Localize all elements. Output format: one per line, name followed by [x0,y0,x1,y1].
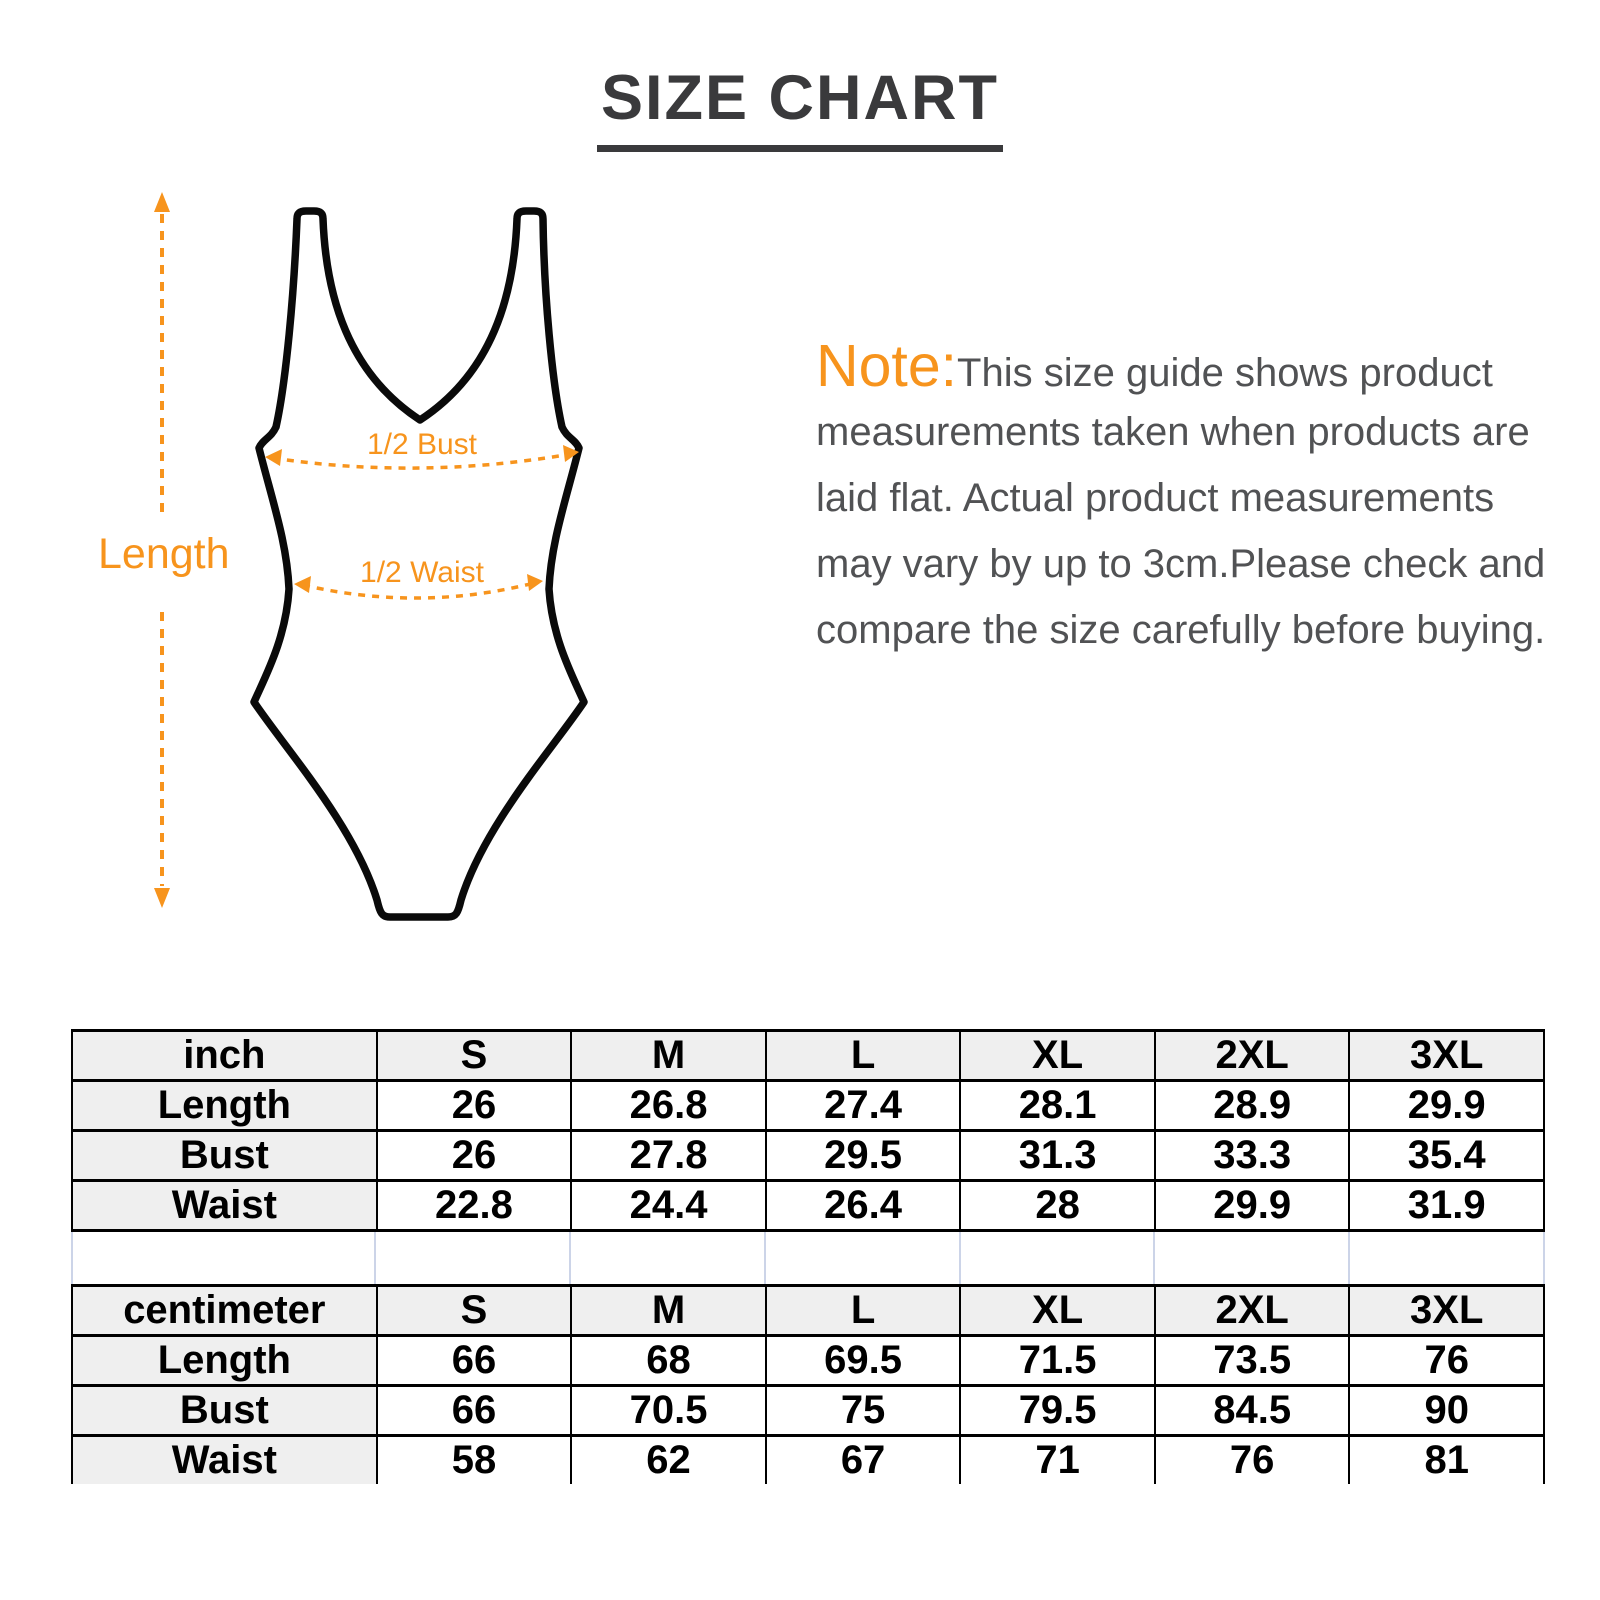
measure-value-cell: 79.5 [960,1386,1155,1436]
measure-value-cell: 76 [1155,1436,1350,1485]
measure-value-cell: 31.3 [960,1131,1155,1181]
bust-label: 1/2 Bust [366,428,478,461]
table-row [72,1336,1544,1386]
measure-value-cell: 28 [960,1181,1155,1231]
measure-value-cell: 35.4 [1349,1131,1544,1181]
table-header-row [72,1286,1544,1336]
size-header-cell: L [766,1286,961,1336]
note-line [816,333,1536,399]
measure-value-cell: 69.5 [766,1336,961,1386]
waist-label: 1/2 Waist [360,556,484,589]
measure-value-cell: 67 [766,1436,961,1485]
measure-value-cell: 22.8 [377,1181,572,1231]
size-header-cell: 2XL [1155,1286,1350,1336]
table-row [72,1131,1544,1181]
measure-label-cell: Bust [72,1131,377,1181]
length-label: Length [98,530,230,578]
measure-value-cell: 31.9 [1349,1181,1544,1231]
size-header-cell: XL [960,1286,1155,1336]
centimeter-size-table [71,1284,1545,1484]
table-spacer-row [71,1232,1545,1284]
measure-value-cell: 28.9 [1155,1081,1350,1131]
measure-value-cell: 73.5 [1155,1336,1350,1386]
measure-value-cell: 62 [571,1436,766,1485]
spacer-cell [571,1232,766,1284]
measure-value-cell: 71.5 [960,1336,1155,1386]
measure-value-cell: 26 [377,1081,572,1131]
table-row [72,1386,1544,1436]
measure-value-cell: 29.5 [766,1131,961,1181]
measure-value-cell: 84.5 [1155,1386,1350,1436]
swimsuit-measurement-diagram [60,170,760,980]
measure-value-cell: 71 [960,1436,1155,1485]
header [0,62,1600,152]
measure-value-cell: 27.8 [571,1131,766,1181]
measure-value-cell: 75 [766,1386,961,1436]
measure-value-cell: 58 [377,1436,572,1485]
measure-value-cell: 66 [377,1336,572,1386]
size-header-cell: M [571,1286,766,1336]
size-header-cell: 2XL [1155,1031,1350,1081]
table-row [72,1181,1544,1231]
measure-label-cell: Bust [72,1386,377,1436]
size-header-cell: S [377,1031,572,1081]
note-line: measurements taken when products are [816,410,1530,454]
note-label: Note: [816,333,958,399]
unit-header-cell: inch [72,1031,377,1081]
measure-value-cell: 29.9 [1349,1081,1544,1131]
size-header-cell: 3XL [1349,1031,1544,1081]
size-header-cell: M [571,1031,766,1081]
measure-label-cell: Waist [72,1181,377,1231]
size-header-cell: S [377,1286,572,1336]
page-title: SIZE CHART [597,62,1003,152]
measure-value-cell: 27.4 [766,1081,961,1131]
table-row [72,1081,1544,1131]
measure-label-cell: Length [72,1081,377,1131]
spacer-cell [961,1232,1156,1284]
spacer-cell [1155,1232,1350,1284]
measure-value-cell: 76 [1349,1336,1544,1386]
measure-value-cell: 70.5 [571,1386,766,1436]
measure-value-cell: 81 [1349,1436,1544,1485]
measure-value-cell: 26.4 [766,1181,961,1231]
unit-header-cell: centimeter [72,1286,377,1336]
spacer-cell [71,1232,376,1284]
measure-value-cell: 28.1 [960,1081,1155,1131]
measure-label-cell: Waist [72,1436,377,1485]
spacer-cell [766,1232,961,1284]
inch-size-table [71,1029,1545,1232]
note-block [816,333,1546,663]
size-header-cell: 3XL [1349,1286,1544,1336]
length-arrow-down-head [154,888,170,908]
note-line: compare the size carefully before buying. [816,608,1546,652]
note-line: may vary by up to 3cm.Please check and [816,542,1546,586]
measure-label-cell: Length [72,1336,377,1386]
measure-value-cell: 26.8 [571,1081,766,1131]
note-line: laid flat. Actual product measurements [816,476,1495,520]
measure-value-cell: 26 [377,1131,572,1181]
spacer-cell [376,1232,571,1284]
table-header-row [72,1031,1544,1081]
measure-value-cell: 24.4 [571,1181,766,1231]
measure-value-cell: 29.9 [1155,1181,1350,1231]
size-header-cell: XL [960,1031,1155,1081]
size-tables [71,1029,1545,1484]
note-text: This size guide shows product [957,351,1493,395]
measure-value-cell: 33.3 [1155,1131,1350,1181]
table-row [72,1436,1544,1485]
measure-value-cell: 90 [1349,1386,1544,1436]
measure-value-cell: 66 [377,1386,572,1436]
measure-value-cell: 68 [571,1336,766,1386]
spacer-cell [1350,1232,1545,1284]
length-arrow-up-head [154,192,170,212]
size-header-cell: L [766,1031,961,1081]
